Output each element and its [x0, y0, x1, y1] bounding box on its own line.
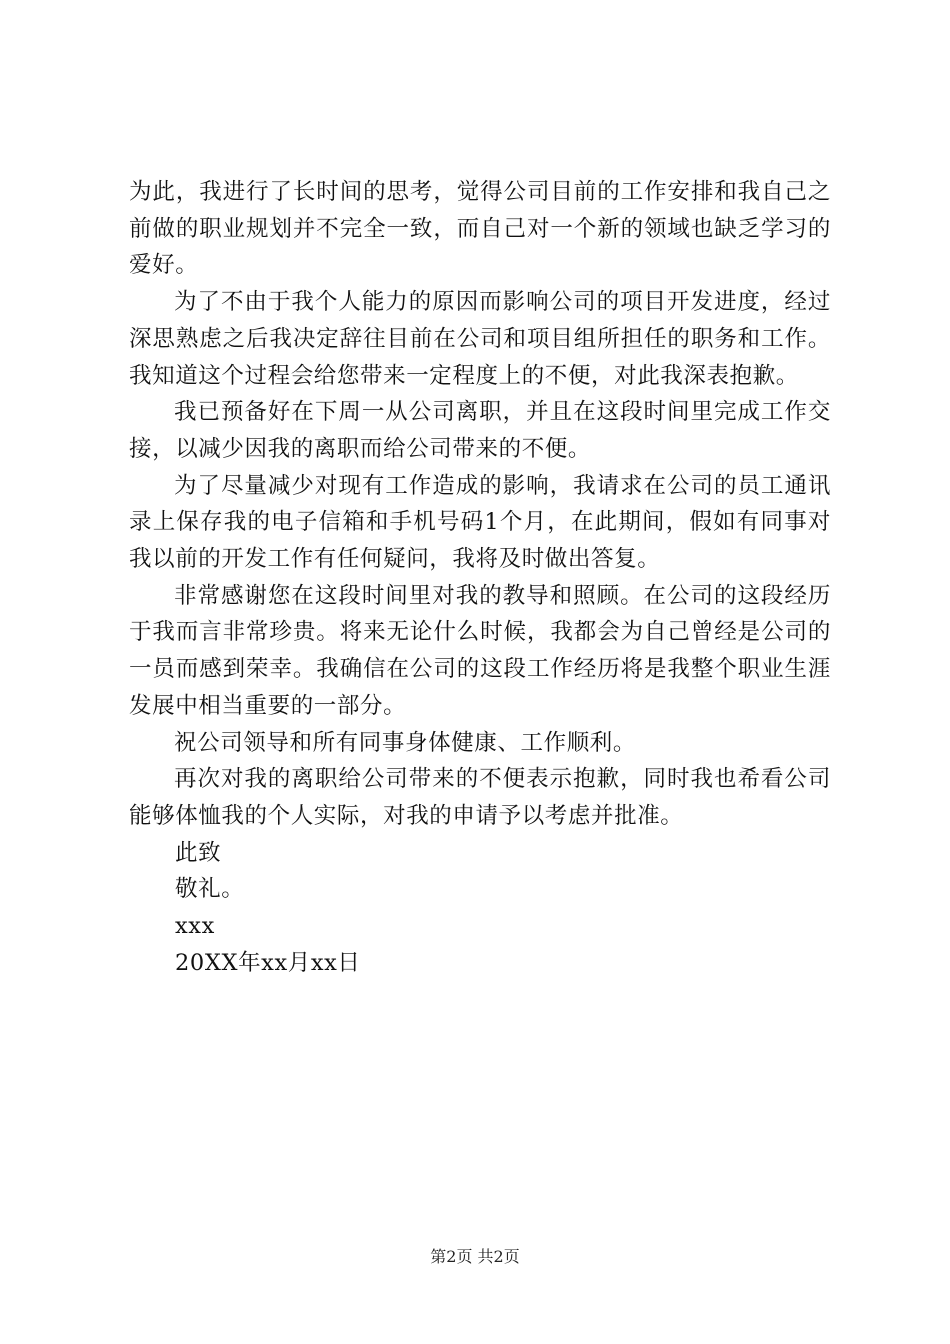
letter-body [129, 174, 831, 981]
paragraph: 我已预备好在下周一从公司离职，并且在这段时间里完成工作交接，以减少因我的离职而给公司带来的不便。 [129, 399, 831, 462]
letter-date: 20XX年xx月xx日 [175, 949, 361, 976]
closing-regards: 敬礼。 [175, 876, 245, 903]
closing-salutation: 此致 [175, 839, 222, 866]
paragraph: 为了尽量减少对现有工作造成的影响，我请求在公司的员工通讯录上保存我的电子信箱和手机号码1个月，在此期间，假如有同事对我以前的开发工作有任何疑问，我将及时做出答复。 [129, 472, 831, 573]
paragraph: 再次对我的离职给公司带来的不便表示抱歉，同时我也希看公司能够体恤我的个人实际，对我的申请予以考虑并批准。 [129, 766, 831, 829]
paragraph-continuation: 为此，我进行了长时间的思考，觉得公司目前的工作安排和我自己之前做的职业规划并不完全一致，而自己对一个新的领域也缺乏学习的爱好。 [129, 179, 831, 279]
paragraph: 非常感谢您在这段时间里对我的教导和照顾。在公司的这段经历于我而言非常珍贵。将来无论什么时候，我都会为自己曾经是公司的一员而感到荣幸。我确信在公司的这段工作经历将是我整个职业生涯发展中相当重要的一部分。 [129, 582, 831, 719]
paragraph: 祝公司领导和所有同事身体健康、工作顺利。 [174, 729, 637, 756]
page-footer: 第2页 共2页 [430, 1247, 520, 1266]
paragraph: 为了不由于我个人能力的原因而影响公司的项目开发进度，经过深思熟虑之后我决定辞往目前在公司和项目组所担任的职务和工作。我知道这个过程会给您带来一定程度上的不便，对此我深表抱歉。 [129, 289, 831, 389]
signature: xxx [175, 913, 215, 940]
